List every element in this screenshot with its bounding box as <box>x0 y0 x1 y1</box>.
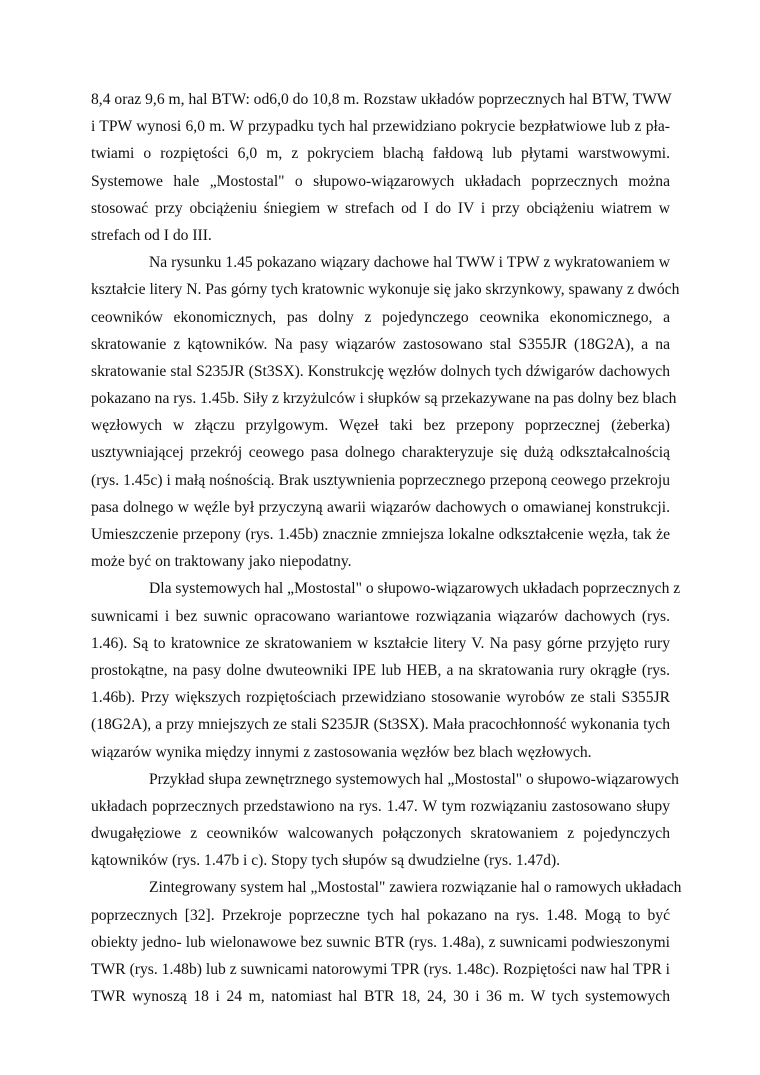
text-line: Umieszczenie przepony (rys. 1.45b) znacznie zmniejsza lokalne odkształcenie węzła, tak że <box>91 526 670 543</box>
paragraph-2 <box>91 249 680 575</box>
paragraph-5 <box>91 874 682 1010</box>
paragraph-3 <box>91 575 681 765</box>
text-line: 8,4 oraz 9,6 m, hal BTW: od6,0 do 10,8 m. Rozstaw układów poprzecznych hal BTW, TWW <box>91 91 672 108</box>
text-line: stosować przy obciążeniu śniegiem w strefach od I do IV i przy obciążeniu wiatrem w <box>91 199 670 217</box>
text-line: Zintegrowany system hal „Mostostal" zawiera rozwiązanie hal o ramowych układach <box>149 879 682 897</box>
text-line: Przykład słupa zewnętrznego systemowych hal „Mostostal" o słupowo-wiązarowych <box>149 770 679 788</box>
text-line: usztywniającej przekrój ceowego pasa dolnego charakteryzuje się dużą odkształcalnością <box>91 444 670 462</box>
text-line: kształcie litery N. Pas górny tych kratownic wykonuje się jako skrzynkowy, spawany z dwóch <box>91 281 680 299</box>
text-line: suwnicami i bez suwnic opracowano wariantowe rozwiązania wiązarów dachowych (rys. <box>91 607 670 625</box>
text-line: prostokątne, na pasy dolne dwuteowniki IPE lub HEB, a na skratowania rury okrągłe (rys. <box>91 661 670 679</box>
text-line: i TPW wynosi 6,0 m. W przypadku tych hal przewidziano pokrycie bezpłatwiowe lub z pła- <box>91 118 670 136</box>
text-line: TWR (rys. 1.48b) lub z suwnicami natorowymi TPR (rys. 1.48c). Rozpiętości naw hal TPR i <box>91 961 670 978</box>
text-line: poprzecznych [32]. Przekroje poprzeczne tych hal pokazano na rys. 1.48. Mogą to być <box>91 906 670 924</box>
paragraph-1 <box>91 86 670 249</box>
text-line: Dla systemowych hal „Mostostal" o słupowo-wiązarowych układach poprzecznych z <box>149 580 681 598</box>
text-line: węzłowych w złączu przylgowym. Węzeł taki bez przepony poprzecznej (żeberka) <box>91 417 670 435</box>
text-line: (rys. 1.45c) i małą nośnością. Brak usztywnienia poprzecznego przeponą ceowego przekroju <box>91 471 670 489</box>
text-line: skratowanie stal S235JR (St3SX). Konstrukcję węzłów dolnych tych dźwigarów dachowych <box>91 362 670 380</box>
text-line: Systemowe hale „Mostostal" o słupowo-wiązarowych układach poprzecznych można <box>91 172 670 190</box>
text-line: 1.46b). Przy większych rozpiętościach przewidziano stosowanie wyrobów ze stali S355JR <box>91 689 670 707</box>
text-line: twiami o rozpiętości 6,0 m, z pokryciem blachą fałdową lub płytami warstwowymi. <box>91 145 670 163</box>
text-line: ceowników ekonomicznych, pas dolny z pojedynczego ceownika ekonomicznego, a <box>91 308 670 326</box>
text-line: kątowników (rys. 1.47b i c). Stopy tych słupów są dwudzielne (rys. 1.47d). <box>91 852 561 870</box>
text-line: dwugałęziowe z ceowników walcowanych połączonych skratowaniem z pojedynczych <box>91 825 670 843</box>
text-line: może być on traktowany jako niepodatny. <box>91 553 352 571</box>
text-line: pasa dolnego w węźle był przyczyną awarii wiązarów dachowych o omawianej konstrukcji. <box>91 498 670 516</box>
text-line: Na rysunku 1.45 pokazano wiązary dachowe hal TWW i TPW z wykratowaniem w <box>149 254 670 272</box>
text-line: TWR wynoszą 18 i 24 m, natomiast hal BTR 18, 24, 30 i 36 m. W tych systemowych <box>91 988 670 1006</box>
text-line: pokazano na rys. 1.45b. Siły z krzyżulców i słupków są przekazywane na pas dolny bez blach <box>91 390 677 408</box>
paragraph-4 <box>91 766 679 875</box>
text-line: skratowanie z kątowników. Na pasy wiązarów zastosowano stal S355JR (18G2A), a na <box>91 335 670 353</box>
text-line: 1.46). Są to kratownice ze skratowaniem w kształcie litery V. Na pasy górne przyjęto rury <box>91 634 670 652</box>
text-line: (18G2A), a przy mniejszych ze stali S235JR (St3SX). Mała pracochłonność wykonania tych <box>91 716 670 734</box>
text-line: wiązarów wynika między innymi z zastosowania węzłów bez blach węzłowych. <box>91 743 592 761</box>
text-line: strefach od I do III. <box>91 226 212 244</box>
document-body <box>91 86 682 1010</box>
text-line: obiekty jedno- lub wielonawowe bez suwnic BTR (rys. 1.48a), z suwnicami podwieszonymi <box>91 933 670 951</box>
text-line: układach poprzecznych przedstawiono na rys. 1.47. W tym rozwiązaniu zastosowano słupy <box>91 797 670 815</box>
